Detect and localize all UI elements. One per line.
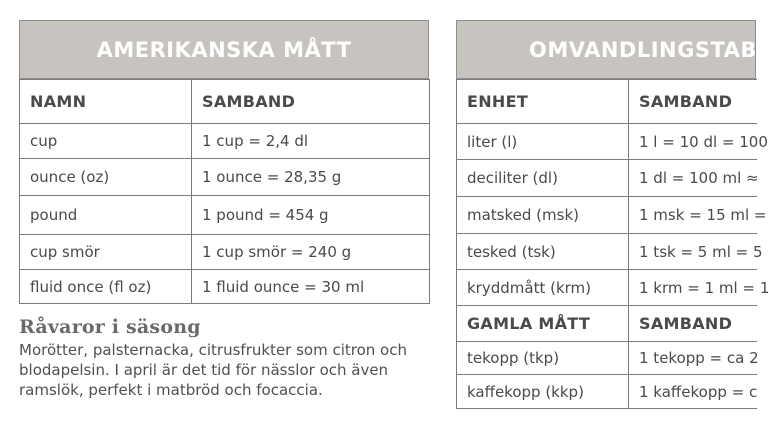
relation-cell: 1 cup smör = 240 g [192, 235, 430, 270]
conversion-panel [456, 20, 769, 409]
old-measures-header-row [457, 306, 757, 342]
relation-cell: 1 cup = 2,4 dl [192, 124, 430, 159]
column-header-unit: ENHET [457, 80, 629, 124]
table-row [20, 196, 430, 235]
unit-name-cell: pound [20, 196, 192, 235]
relation-cell: 1 ounce = 28,35 g [192, 159, 430, 196]
table-header-row [20, 80, 430, 124]
seasonal-produce-text: Morötter, palsternacka, citrusfrukter som citron och blodapelsin. I april är det tid för nässlor och även ramslök, perfekt i matbröd och focaccia. [19, 341, 407, 399]
table-row [457, 234, 757, 270]
relation-cell: 1 kaffekopp = c [629, 375, 757, 409]
conversion-table [456, 79, 769, 409]
seasonal-produce-heading: Råvaror i säsong [19, 316, 201, 338]
table-row [20, 235, 430, 270]
table-row [457, 342, 757, 375]
relation-cell: 1 tsk = 5 ml = 5 [629, 234, 757, 270]
table-row [457, 197, 757, 234]
american-measures-panel [19, 20, 429, 304]
unit-name-cell: tesked (tsk) [457, 234, 629, 270]
unit-name-cell: fluid once (fl oz) [20, 270, 192, 304]
conversion-table-title: OMVANDLINGSTAB [456, 20, 756, 79]
column-header-relation: SAMBAND [629, 306, 757, 342]
table-row [457, 375, 757, 409]
relation-cell: 1 fluid ounce = 30 ml [192, 270, 430, 304]
table-row [20, 270, 430, 304]
relation-cell: 1 msk = 15 ml = [629, 197, 757, 234]
unit-name-cell: cup [20, 124, 192, 159]
unit-name-cell: tekopp (tkp) [457, 342, 629, 375]
seasonal-produce-section [19, 316, 439, 400]
unit-name-cell: cup smör [20, 235, 192, 270]
unit-name-cell: kaffekopp (kkp) [457, 375, 629, 409]
column-header-relation: SAMBAND [629, 80, 757, 124]
unit-name-cell: liter (l) [457, 124, 629, 160]
american-measures-title: AMERIKANSKA MÅTT [19, 20, 429, 79]
unit-name-cell: deciliter (dl) [457, 160, 629, 197]
column-header-relation: SAMBAND [192, 80, 430, 124]
table-row [457, 124, 757, 160]
unit-name-cell: matsked (msk) [457, 197, 629, 234]
column-header-name: NAMN [20, 80, 192, 124]
relation-cell: 1 l = 10 dl = 100 [629, 124, 757, 160]
relation-cell: 1 pound = 454 g [192, 196, 430, 235]
table-row [20, 124, 430, 159]
american-measures-table [19, 79, 430, 304]
relation-cell: 1 krm = 1 ml = 1 [629, 270, 757, 306]
table-row [20, 159, 430, 196]
column-header-old-measures: GAMLA MÅTT [457, 306, 629, 342]
table-row [457, 160, 757, 197]
table-row [457, 270, 757, 306]
table-header-row [457, 80, 757, 124]
unit-name-cell: kryddmått (krm) [457, 270, 629, 306]
relation-cell: 1 dl = 100 ml ≈ [629, 160, 757, 197]
unit-name-cell: ounce (oz) [20, 159, 192, 196]
relation-cell: 1 tekopp = ca 2 [629, 342, 757, 375]
